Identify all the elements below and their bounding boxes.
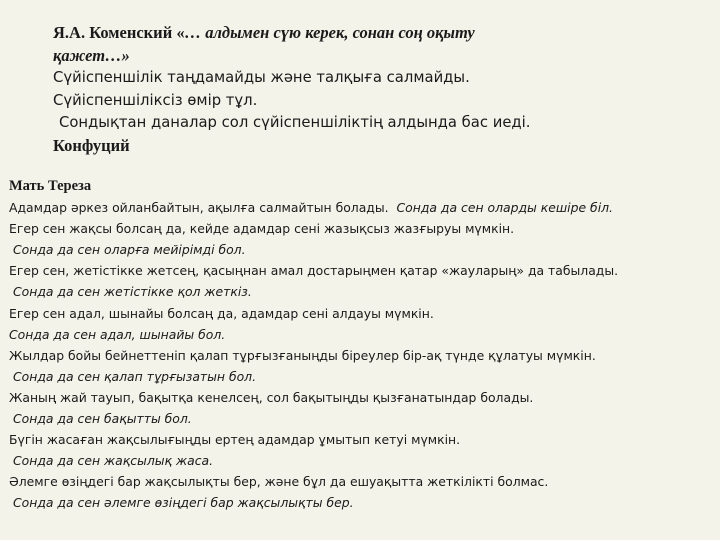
statement: Егер сен адал, шынайы болсаң да, адамдар сені алдауы мүмкін. bbox=[9, 305, 434, 321]
quotes-block bbox=[53, 22, 693, 157]
komensky-line bbox=[53, 22, 693, 45]
text-line bbox=[9, 197, 714, 218]
response: Сонда да сен қалап тұрғызатын бол. bbox=[13, 368, 257, 384]
confucius-author: Конфуций bbox=[53, 135, 130, 155]
statement: Егер сен жақсы болсаң да, кейде адамдар сені жазықсыз жазғыруы мүмкін. bbox=[9, 221, 515, 237]
statement: Жылдар бойы бейнеттеніп қалап тұрғызғаныңды біреулер бір-ақ түнде құлатуы мүмкін. bbox=[9, 347, 596, 363]
komensky-quote: … алдымен сүю керек, сонан соң оқыту bbox=[184, 23, 475, 42]
statement: Бүгін жасаған жақсылығыңды ертең адамдар ұмытып кетуі мүмкін. bbox=[9, 432, 461, 448]
response: Сонда да сен жетістікке қол жеткіз. bbox=[13, 284, 252, 300]
response: Сонда да сен бақытты бол. bbox=[13, 411, 192, 427]
author-name: Я.А. Коменский « bbox=[53, 23, 185, 42]
statement: Егер сен, жетістікке жетсең, қасыңнан амал достарыңмен қатар «жауларың» да табылады. bbox=[9, 263, 619, 279]
response: Сонда да сен жақсылық жаса. bbox=[13, 453, 214, 469]
response: Сонда да сен оларға мейірімді бол. bbox=[13, 242, 246, 258]
mother-teresa-block bbox=[9, 176, 714, 514]
confucius-line-3: Сондықтан даналар сол сүйіспеншіліктің алдында бас иеді. bbox=[59, 114, 531, 131]
confucius-line-1: Сүйіспеншілік таңдамайды және талқыға салмайды. bbox=[53, 69, 470, 86]
mother-teresa-title: Мать Тереза bbox=[9, 178, 92, 194]
komensky-quote-end: қажет…» bbox=[53, 45, 130, 65]
response: Сонда да сен адал, шынайы бол. bbox=[9, 326, 226, 342]
statement: Жаның жай тауып, бақытқа кенелсең, сол бақытыңды қызғанатындар болады. bbox=[9, 389, 534, 405]
response: Сонда да сен әлемге өзіңдегі бар жақсылықты бер. bbox=[13, 495, 354, 511]
confucius-line-2: Сүйіспеншіліксіз өмір тұл. bbox=[53, 91, 258, 109]
response: Сонда да сен оларды кешіре біл. bbox=[396, 200, 613, 216]
statement: Адамдар әркез ойланбайтын, ақылға салмайтын болады. bbox=[9, 200, 389, 216]
statement: Әлемге өзіңдегі бар жақсылықты бер, және бұл да ешуақытта жеткілікті болмас. bbox=[9, 474, 549, 490]
